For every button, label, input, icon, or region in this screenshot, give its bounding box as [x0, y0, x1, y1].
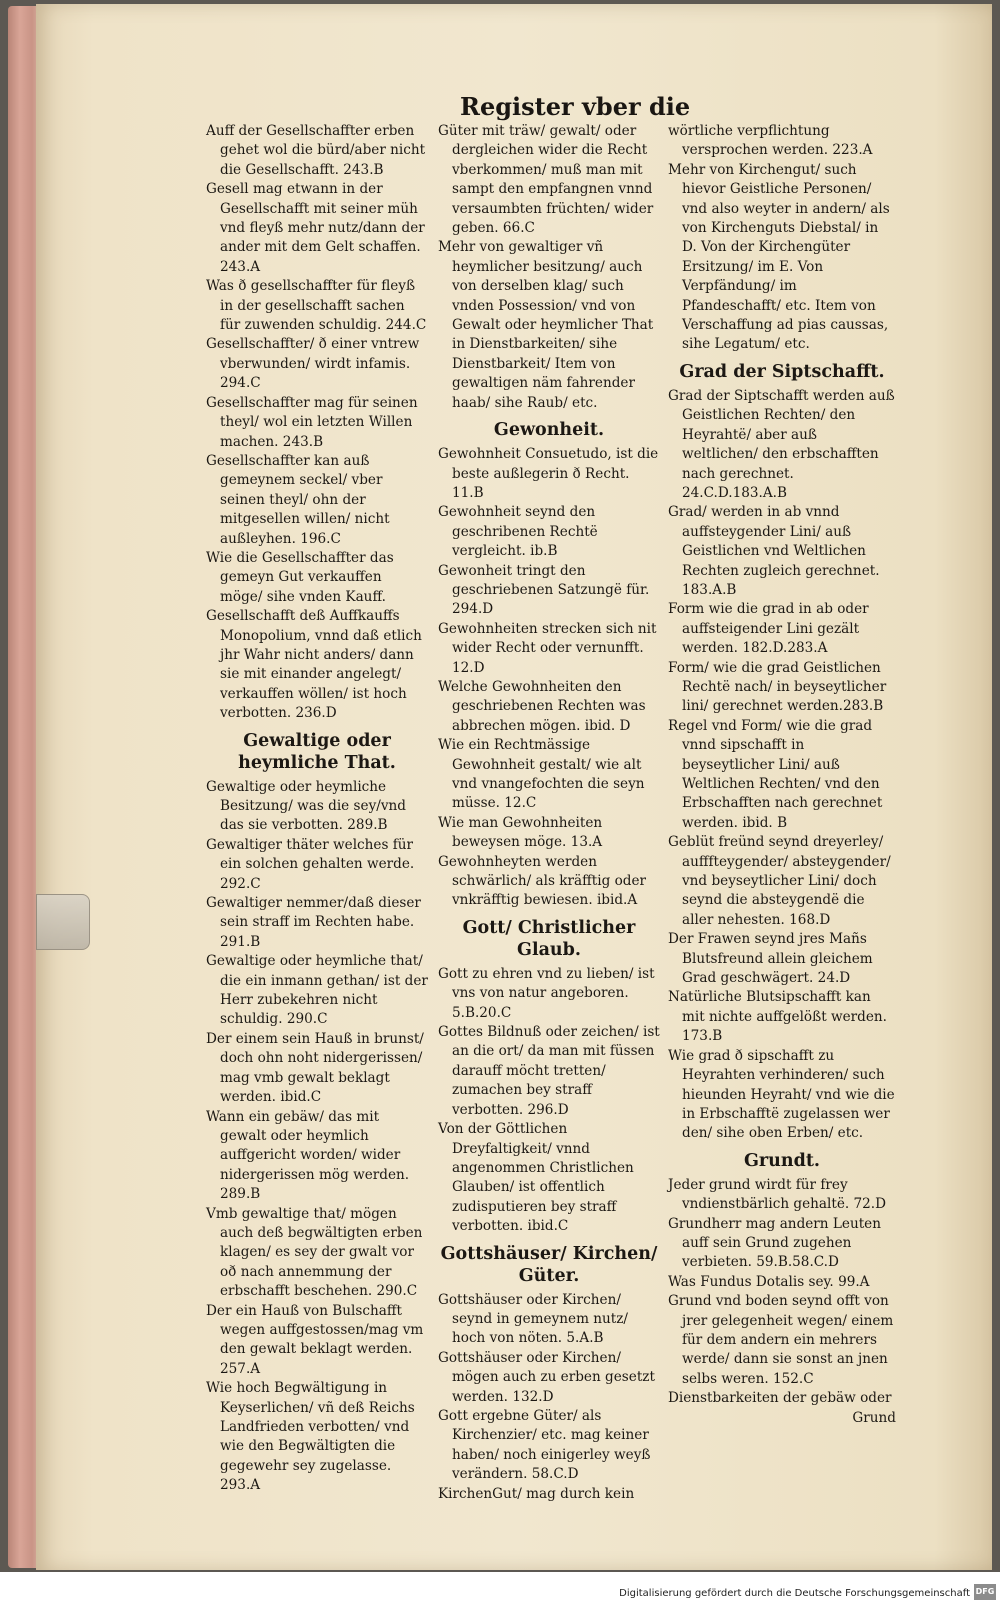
index-entry: Wie hoch Begwältigung in Keyserlichen/ vñ deß Reichs Landfrieden verbotten/ vnd wie den Begwältigten die gegewehr sey zugelasse. 293.A: [206, 1380, 415, 1494]
catchword: Grund: [852, 1409, 896, 1426]
index-entry: Grundherr mag andern Leuten auff sein Grund zugehen verbieten. 59.B.58.C.D: [668, 1215, 881, 1271]
index-entry: Natürliche Blutsipschafft kan mit nichte auffgelößt werden. 173.B: [668, 989, 887, 1045]
section-heading: Grad der Siptschafft.: [679, 361, 885, 382]
index-entry: Gesellschaffter/ ð einer vntrew vberwunden/ wirdt infamis. 294.C: [206, 336, 420, 392]
index-entry: KirchenGut/ mag durch kein: [438, 1485, 635, 1502]
index-entry: Gewohnheyten werden schwärlich/ als kräfftig oder vnkräfftig bewiesen. ibid.A: [438, 853, 647, 909]
index-entry: Gottshäuser oder Kirchen/ mögen auch zu erben gesetzt werden. 132.D: [438, 1349, 655, 1405]
index-entry: wörtliche verpflichtung versprochen werden. 223.A: [668, 123, 873, 159]
index-entry: Was Fundus Dotalis sey. 99.A: [668, 1273, 870, 1290]
index-entry: Geblüt freünd seynd dreyerley/ aufffteygender/ absteygender/ vnd beyseytlicher Lini/ doch seynd die absteygendë die aller nehesten. 168.D: [668, 834, 891, 928]
index-entry: Wann ein gebäw/ das mit gewalt oder heymlich auffgericht worden/ wider nidergerissen mög werden. 289.B: [206, 1108, 410, 1203]
index-entry: Gott ergebne Güter/ als Kirchenzier/ etc. mag keiner haben/ noch einigerley weyß verändern. 58.C.D: [438, 1407, 651, 1483]
index-entry: Wie die Gesellschaffter das gemeyn Gut verkauffen möge/ sihe vnden Kauff.: [206, 549, 394, 605]
dfg-logo: DFG: [974, 1584, 996, 1600]
col3-entries: [668, 122, 896, 355]
index-entry: Vmb gewaltige that/ mögen auch deß begwältigten erben klagen/ es sey der gwalt vor oð nach annemmung der erbschafft beschehen. 290.C: [206, 1205, 423, 1300]
index-entry: Gewaltiger nemmer/daß dieser sein straff im Rechten habe. 291.B: [206, 895, 421, 950]
index-entry: Wie ein Rechtmässige Gewohnheit gestalt/ wie alt vnd vnangefochten die seyn müsse. 12.C: [438, 737, 645, 812]
column-1: [206, 122, 428, 1496]
index-entry: Der einem sein Hauß in brunst/ doch ohn noht nidergerissen/ mag vmb gewalt beklagt werden. ibid.C: [206, 1030, 424, 1106]
section-heading: Gottshäuser/ Kirchen/ Güter.: [440, 1243, 658, 1286]
column-2: [438, 122, 660, 1504]
index-entry: Von der Göttlichen Dreyfaltigkeit/ vnnd angenommen Christlichen Glauben/ ist offentlich zudisputieren bey straff verbotten. ibid.C: [438, 1121, 634, 1235]
index-entry: Gott zu ehren vnd zu lieben/ ist vns von natur angeboren. 5.B.20.C: [438, 965, 655, 1021]
index-entry: Gottes Bildnuß oder zeichen/ ist an die ort/ da man mit füssen darauff möcht tretten/ zumachen bey straff verbotten. 296.D: [438, 1024, 660, 1118]
index-entry: Gottshäuser oder Kirchen/ seynd in gemeynem nutz/ hoch von nöten. 5.A.B: [438, 1291, 628, 1347]
index-entry: Wie grad ð sipschafft zu Heyrahten verhinderen/ such hieunden Heyraht/ vnd wie die in Erbschafftë zugelassen wer den/ sihe oben Erben/ etc.: [668, 1047, 895, 1142]
index-entry: Der Frawen seynd jres Mañs Blutsfreund allein gleichem Grad geschwägert. 24.D: [668, 931, 873, 987]
index-entry: Gewaltige oder heymliche Besitzung/ was die sey/vnd das sie verbotten. 289.B: [206, 778, 406, 834]
index-entry: Güter mit träw/ gewalt/ oder dergleichen wider die Recht vberkommen/ muß man mit sampt den empfangnen vnnd versaumbten früchten/ wider geben. 66.C: [438, 123, 654, 237]
index-entry: Gewohnheit seynd den geschribenen Rechtë vergleicht. ib.B: [438, 504, 598, 560]
footer-credit: Digitalisierung gefördert durch die Deutsche Forschungsgemeinschaft: [619, 1588, 970, 1599]
section-heading: Gott/ Christlicher Glaub.: [462, 917, 636, 960]
index-entry: Gesellschafft deß Auffkauffs Monopolium, vnnd daß etlich jhr Wahr nicht anders/ dann sie mit einander angelegt/ verkauffen wöllen/ ist hoch verbotten. 236.D: [206, 608, 422, 722]
index-entry: Gesell mag etwann in der Gesellschafft mit seiner müh vnd fleyß mehr nutz/dann der ander mit dem Gelt schaffen. 243.A: [206, 181, 425, 275]
running-header: Register vber die: [460, 92, 691, 121]
index-entry: Gesellschaffter kan auß gemeynem seckel/ vber seinen theyl/ ohn der mitgesellen willen/ nicht außleyhen. 196.C: [206, 452, 390, 547]
index-entry: Mehr von gewaltiger vñ heymlicher besitzung/ auch von derselben klag/ such vnden Possession/ vnd von Gewalt oder heymlicher That in Dienstbarkeiten/ sihe Dienstbarkeit/ Item von gewaltigen näm fahrender haab/ sihe Raub/ etc.: [438, 239, 654, 411]
col2-entries-2: [438, 445, 660, 911]
col3-entries-3: [668, 1176, 896, 1409]
index-entry: Form wie die grad in ab oder auffsteigender Lini gezält werden. 182.D.283.A: [668, 601, 869, 657]
index-entry: Dienstbarkeiten der gebäw oder: [668, 1390, 892, 1407]
section-heading: Gewaltige oder heymliche That.: [238, 730, 396, 773]
page-clip: [36, 894, 90, 950]
col2-entries: [438, 122, 660, 413]
col1-entries-2: [206, 778, 428, 1496]
index-entry: Regel vnd Form/ wie die grad vnnd sipschafft in beyseytlicher Lini/ auß Weltlichen Rechten/ vnd den Erbschafften nach gerechnet werden. ibid. B: [668, 717, 883, 831]
column-3: [668, 122, 896, 1428]
index-entry: Grund vnd boden seynd offt von jrer gelegenheit wegen/ einem für dem andern ein mehrers werde/ dann sie sonst an jnen selbs weren. 152.C: [668, 1293, 894, 1387]
index-entry: Mehr von Kirchengut/ such hievor Geistliche Personen/ vnd also weyter in andern/ als von Kirchenguts Diebstal/ in D. Von der Kirchengüter Ersitzung/ im E. Von Verpfändung/ im Pfandeschafft/ etc. Item von Verschaffung ad pias caussas, sihe Legatum/ etc.: [668, 161, 890, 353]
index-entry: Gewaltige oder heymliche that/ die ein inmann gethan/ ist der Herr zubekehren nicht schuldig. 290.C: [206, 953, 428, 1028]
section-heading: Gewonheit.: [493, 420, 605, 441]
index-entry: Jeder grund wirdt für frey vndienstbärlich gehaltë. 72.D: [668, 1176, 887, 1213]
index-entry: Gewaltiger thäter welches für ein solchen gehalten werde. 292.C: [206, 836, 415, 892]
index-entry: Form/ wie die grad Geistlichen Rechtë nach/ in beyseytlicher lini/ gerechnet werden.283.B: [668, 659, 887, 715]
index-entry: Grad/ werden in ab vnnd auffsteygender Lini/ auß Geistlichen vnd Weltlichen Rechten zugleich gerechnet. 183.A.B: [668, 504, 880, 598]
index-entry: Gewohnheit Consuetudo, ist die beste außlegerin ð Recht. 11.B: [438, 446, 659, 501]
section-heading: Grundt.: [743, 1150, 821, 1171]
index-entry: Der ein Hauß von Bulschafft wegen auffgestossen/mag vm den gewalt beklagt werden. 257.A: [206, 1302, 424, 1377]
col1-entries: [206, 122, 428, 724]
col3-entries-2: [668, 387, 896, 1144]
col2-entries-3: [438, 965, 660, 1237]
index-entry: Gewohnheiten strecken sich nit wider Recht oder vernunfft. 12.D: [438, 620, 657, 676]
index-entry: Grad der Siptschafft werden auß Geistlichen Rechten/ den Heyrahtë/ aber auß weltlichen/ den erbschafften nach gerechnet. 24.C.D.183.A.B: [668, 387, 895, 501]
index-entry: Gesellschaffter mag für seinen theyl/ wol ein letzten Willen machen. 243.B: [206, 394, 418, 450]
col2-entries-4: [438, 1291, 660, 1504]
index-entry: Was ð gesellschaffter für fleyß in der gesellschafft sachen für zuwenden schuldig. 244.C: [206, 278, 427, 334]
index-entry: Gewonheit tringt den geschriebenen Satzungë für. 294.D: [438, 562, 650, 618]
index-entry: Wie man Gewohnheiten beweysen möge. 13.A: [438, 814, 603, 851]
index-entry: Welche Gewohnheiten den geschriebenen Rechten was abbrechen mögen. ibid. D: [438, 678, 646, 734]
index-entry: Auff der Gesellschaffter erben gehet wol die bürd/aber nicht die Gesellschafft. 243.B: [206, 123, 426, 178]
